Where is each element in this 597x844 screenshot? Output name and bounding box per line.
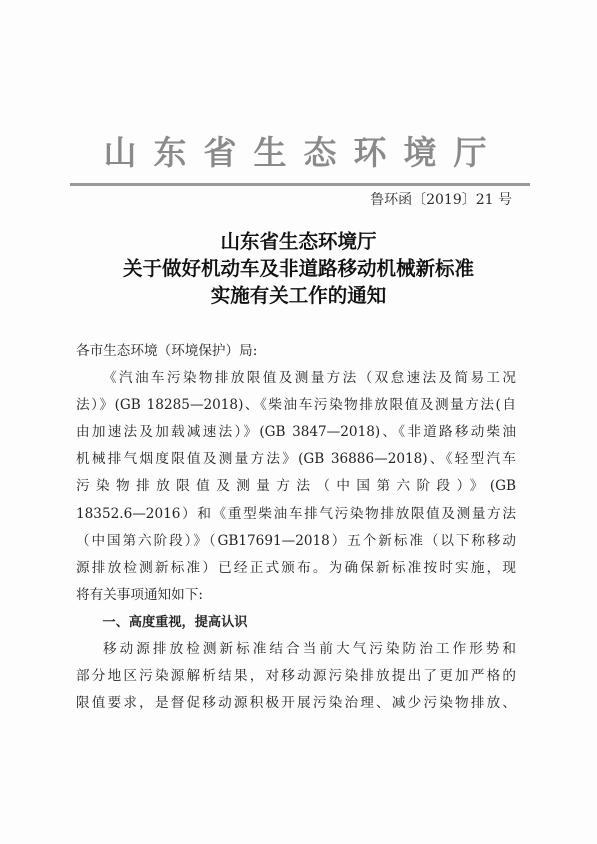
title-line-2: 关于做好机动车及非道路移动机械新标准: [122, 257, 474, 280]
paragraph-line: 限值要求，是督促移动源积极开展污染治理、减少污染物排放、: [76, 695, 516, 712]
title-line-1: 山东省生态环境厅: [220, 230, 377, 253]
document-number: 鲁环函〔2019〕21 号: [370, 192, 512, 208]
document-title: [0, 228, 597, 309]
paragraph-line: 机械排气烟度限值及测量方法》(GB 36886—2018)、《轻型汽车: [76, 451, 516, 468]
section-heading-1: 一、高度重视，提高认识: [102, 614, 248, 630]
paragraph-line: 18352.6—2016）和《重型柴油车排气污染物排放限值及测量方法: [76, 505, 516, 522]
paragraph-line: 法）》(GB 18285—2018)、《柴油车污染物排放限值及测量方法(自: [76, 397, 516, 414]
paragraph-line: 将有关事项通知如下:: [76, 586, 203, 603]
organization-header: 山东省生态环境厅: [103, 133, 504, 172]
paragraph-line: 污染物排放限值及测量方法（中国第六阶段）》(GB: [76, 478, 516, 495]
title-line-3: 实施有关工作的通知: [210, 284, 387, 307]
paragraph-line: 源排放检测新标准）已经正式颁布。为确保新标准按时实施，现: [76, 559, 516, 576]
salutation: 各市生态环境（环境保护）局:: [76, 343, 258, 359]
paragraph-line: 移动源排放检测新标准结合当前大气污染防治工作形势和: [103, 641, 516, 658]
paragraph-line: 部分地区污染源解析结果，对移动源污染排放提出了更加严格的: [76, 668, 516, 685]
document-body: [76, 338, 516, 717]
paragraph-section-1: [76, 636, 516, 717]
paragraph-standards: [76, 365, 516, 609]
paragraph-line: （中国第六阶段）》（GB17691—2018）五个新标准（以下称移动: [76, 532, 516, 549]
header-divider: [70, 183, 530, 186]
paragraph-line: 由加速法及加载减速法）》(GB 3847—2018)、《非道路移动柴油: [76, 424, 516, 441]
paragraph-line: 《汽油车污染物排放限值及测量方法（双怠速法及简易工况: [103, 370, 516, 387]
